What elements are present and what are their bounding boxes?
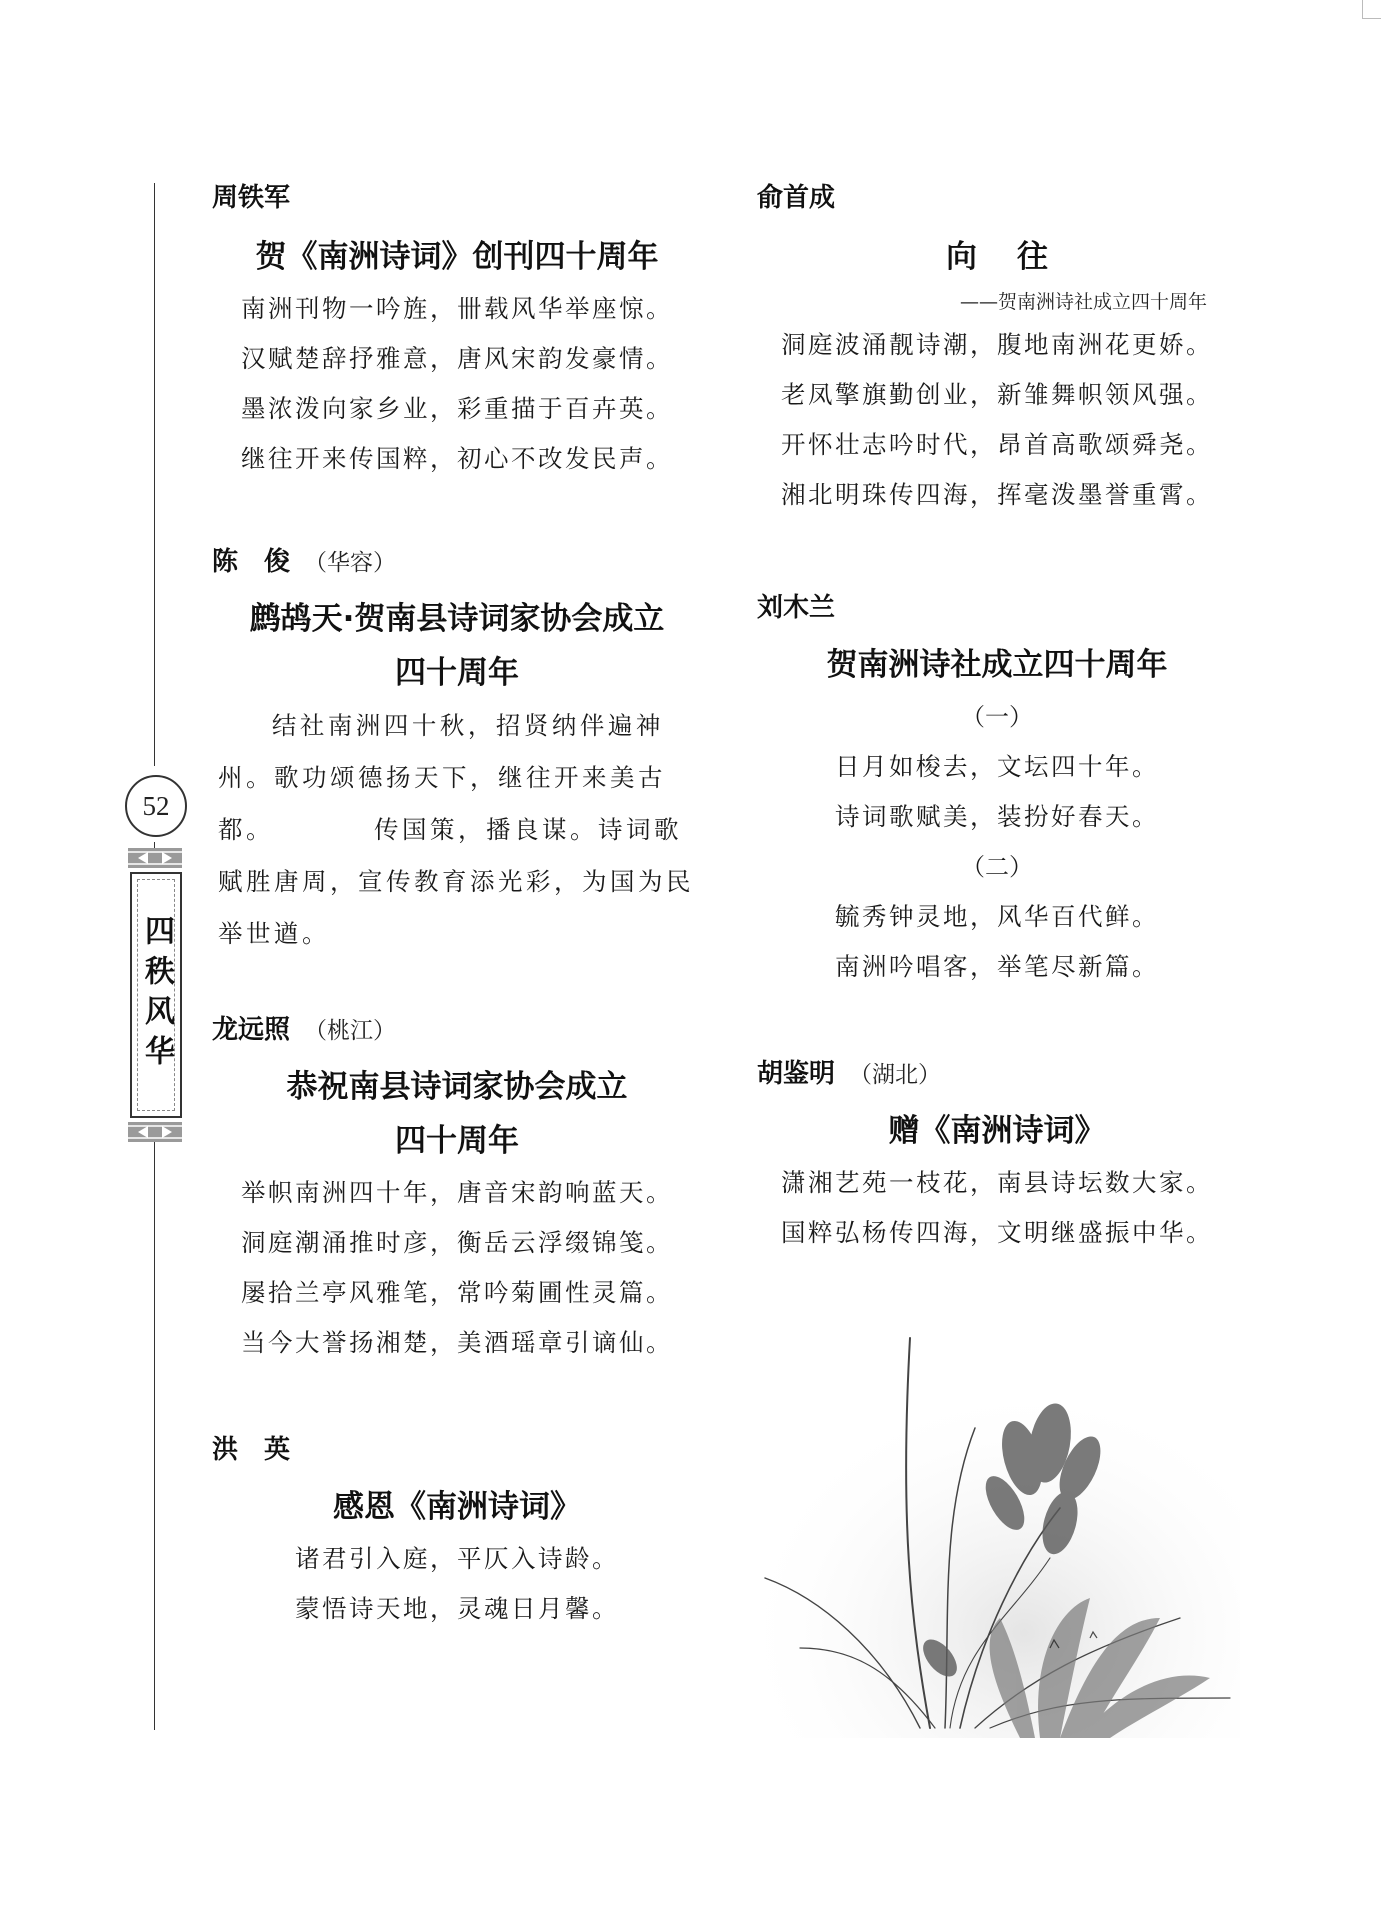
poem-hong: [212, 1430, 702, 1634]
poem-title: 贺《南洲诗词》创刊四十周年: [255, 239, 659, 275]
poem-yu: [757, 178, 1237, 520]
poem-long: [212, 1010, 702, 1368]
poem-author: 洪 英: [212, 1435, 291, 1465]
tab-band-bottom: [128, 1122, 182, 1142]
poem-line: 诸君引入庭，平仄入诗龄。: [295, 1544, 619, 1573]
page-number: 52: [125, 775, 187, 837]
poem-line: 日月如梭去，文坛四十年。: [835, 752, 1159, 781]
poem-title-line2: 四十周年: [395, 655, 519, 691]
tab-band-top: [128, 848, 182, 868]
prose-part1: 结社南洲四十秋，招贤纳伴遍神州。歌功颂德扬天下，继往开来美古都。: [218, 711, 666, 844]
poem-title-line2: 四十周年: [395, 1123, 519, 1159]
poem-line: 南洲吟唱客，举笔尽新篇。: [835, 952, 1159, 981]
poem-line: 洞庭潮涌推时彦，衡岳云浮缀锦笺。: [241, 1228, 673, 1257]
poem-line: 老凤擎旗勤创业，新雏舞帜领风强。: [781, 380, 1213, 409]
poem-line: 湘北明珠传四海，挥毫泼墨誉重霄。: [781, 480, 1213, 509]
ink-plant-illustration: [760, 1318, 1240, 1738]
poem-line: 屡拾兰亭风雅笔，常吟菊圃性灵篇。: [241, 1278, 673, 1307]
page-corner: [1362, 0, 1381, 19]
poem-line: 汉赋楚辞抒雅意，唐风宋韵发豪情。: [241, 344, 673, 373]
poem-title: 向往: [946, 239, 1088, 275]
poem-chen: [212, 542, 702, 960]
poem-author: 胡鉴明 （湖北）: [757, 1059, 942, 1089]
section-title: 四秩风华: [139, 915, 174, 1075]
poem-author: 刘木兰: [757, 593, 836, 623]
poem-line: 洞庭波涌靓诗潮，腹地南洲花更娇。: [781, 330, 1213, 359]
author-place: （桃江）: [304, 1018, 397, 1044]
poem-liu: [757, 588, 1237, 992]
poem-title-line1: 恭祝南县诗词家协会成立: [286, 1069, 628, 1105]
poem-line: 潇湘艺苑一枝花，南县诗坛数大家。: [781, 1168, 1213, 1197]
poem-line: 墨浓泼向家乡业，彩重描于百卉英。: [241, 394, 673, 423]
poem-line: 国粹弘杨传四海，文明继盛振中华。: [781, 1218, 1213, 1247]
poem-title: 贺南洲诗社成立四十周年: [826, 647, 1168, 683]
poem-line: 诗词歌赋美，装扮好春天。: [835, 802, 1159, 831]
poem-prose: [212, 700, 702, 960]
poem-subtitle: ——贺南洲诗社成立四十周年: [959, 291, 1207, 313]
section-tab-body: [130, 872, 182, 1118]
section-tab: [128, 848, 182, 1142]
poem-author: 周铁军: [212, 183, 291, 213]
poem-line: 继往开来传国粹，初心不改发民声。: [241, 444, 673, 473]
author-place: （华容）: [304, 550, 397, 576]
poem-title: 赠《南洲诗词》: [888, 1113, 1106, 1149]
poem-line: 蒙悟诗天地，灵魂日月馨。: [295, 1594, 619, 1623]
author-place: （湖北）: [849, 1062, 942, 1088]
poem-line: 当今大誉扬湘楚，美酒瑶章引谪仙。: [241, 1328, 673, 1357]
prose-part2: 传国策，播良谋。诗词歌赋胜唐周，宣传教育添光彩，为国为民举世遒。: [218, 815, 694, 948]
poem-line: 开怀壮志吟时代，昂首高歌颂舜尧。: [781, 430, 1213, 459]
poem-line: 举帜南洲四十年，唐音宋韵响蓝天。: [241, 1178, 673, 1207]
poem-zhou: [212, 178, 702, 484]
poem-line: 南洲刊物一吟旌，卌载风华举座惊。: [241, 294, 673, 323]
poem-author: 龙远照 （桃江）: [212, 1015, 397, 1045]
poem-line: 毓秀钟灵地，风华百代鲜。: [835, 902, 1159, 931]
margin-rule-top: [154, 183, 155, 766]
margin-rule-bottom: [154, 1142, 155, 1730]
poem-hu: [757, 1054, 1237, 1258]
poem-title: 感恩《南洲诗词》: [333, 1489, 581, 1525]
part-label: （一）: [961, 703, 1033, 731]
part-label: （二）: [961, 853, 1033, 881]
poem-title-line1: 鹧鸪天·贺南县诗词家协会成立: [249, 601, 665, 637]
poem-author: 俞首成: [757, 183, 836, 213]
poem-author: 陈 俊 （华容）: [212, 547, 397, 577]
